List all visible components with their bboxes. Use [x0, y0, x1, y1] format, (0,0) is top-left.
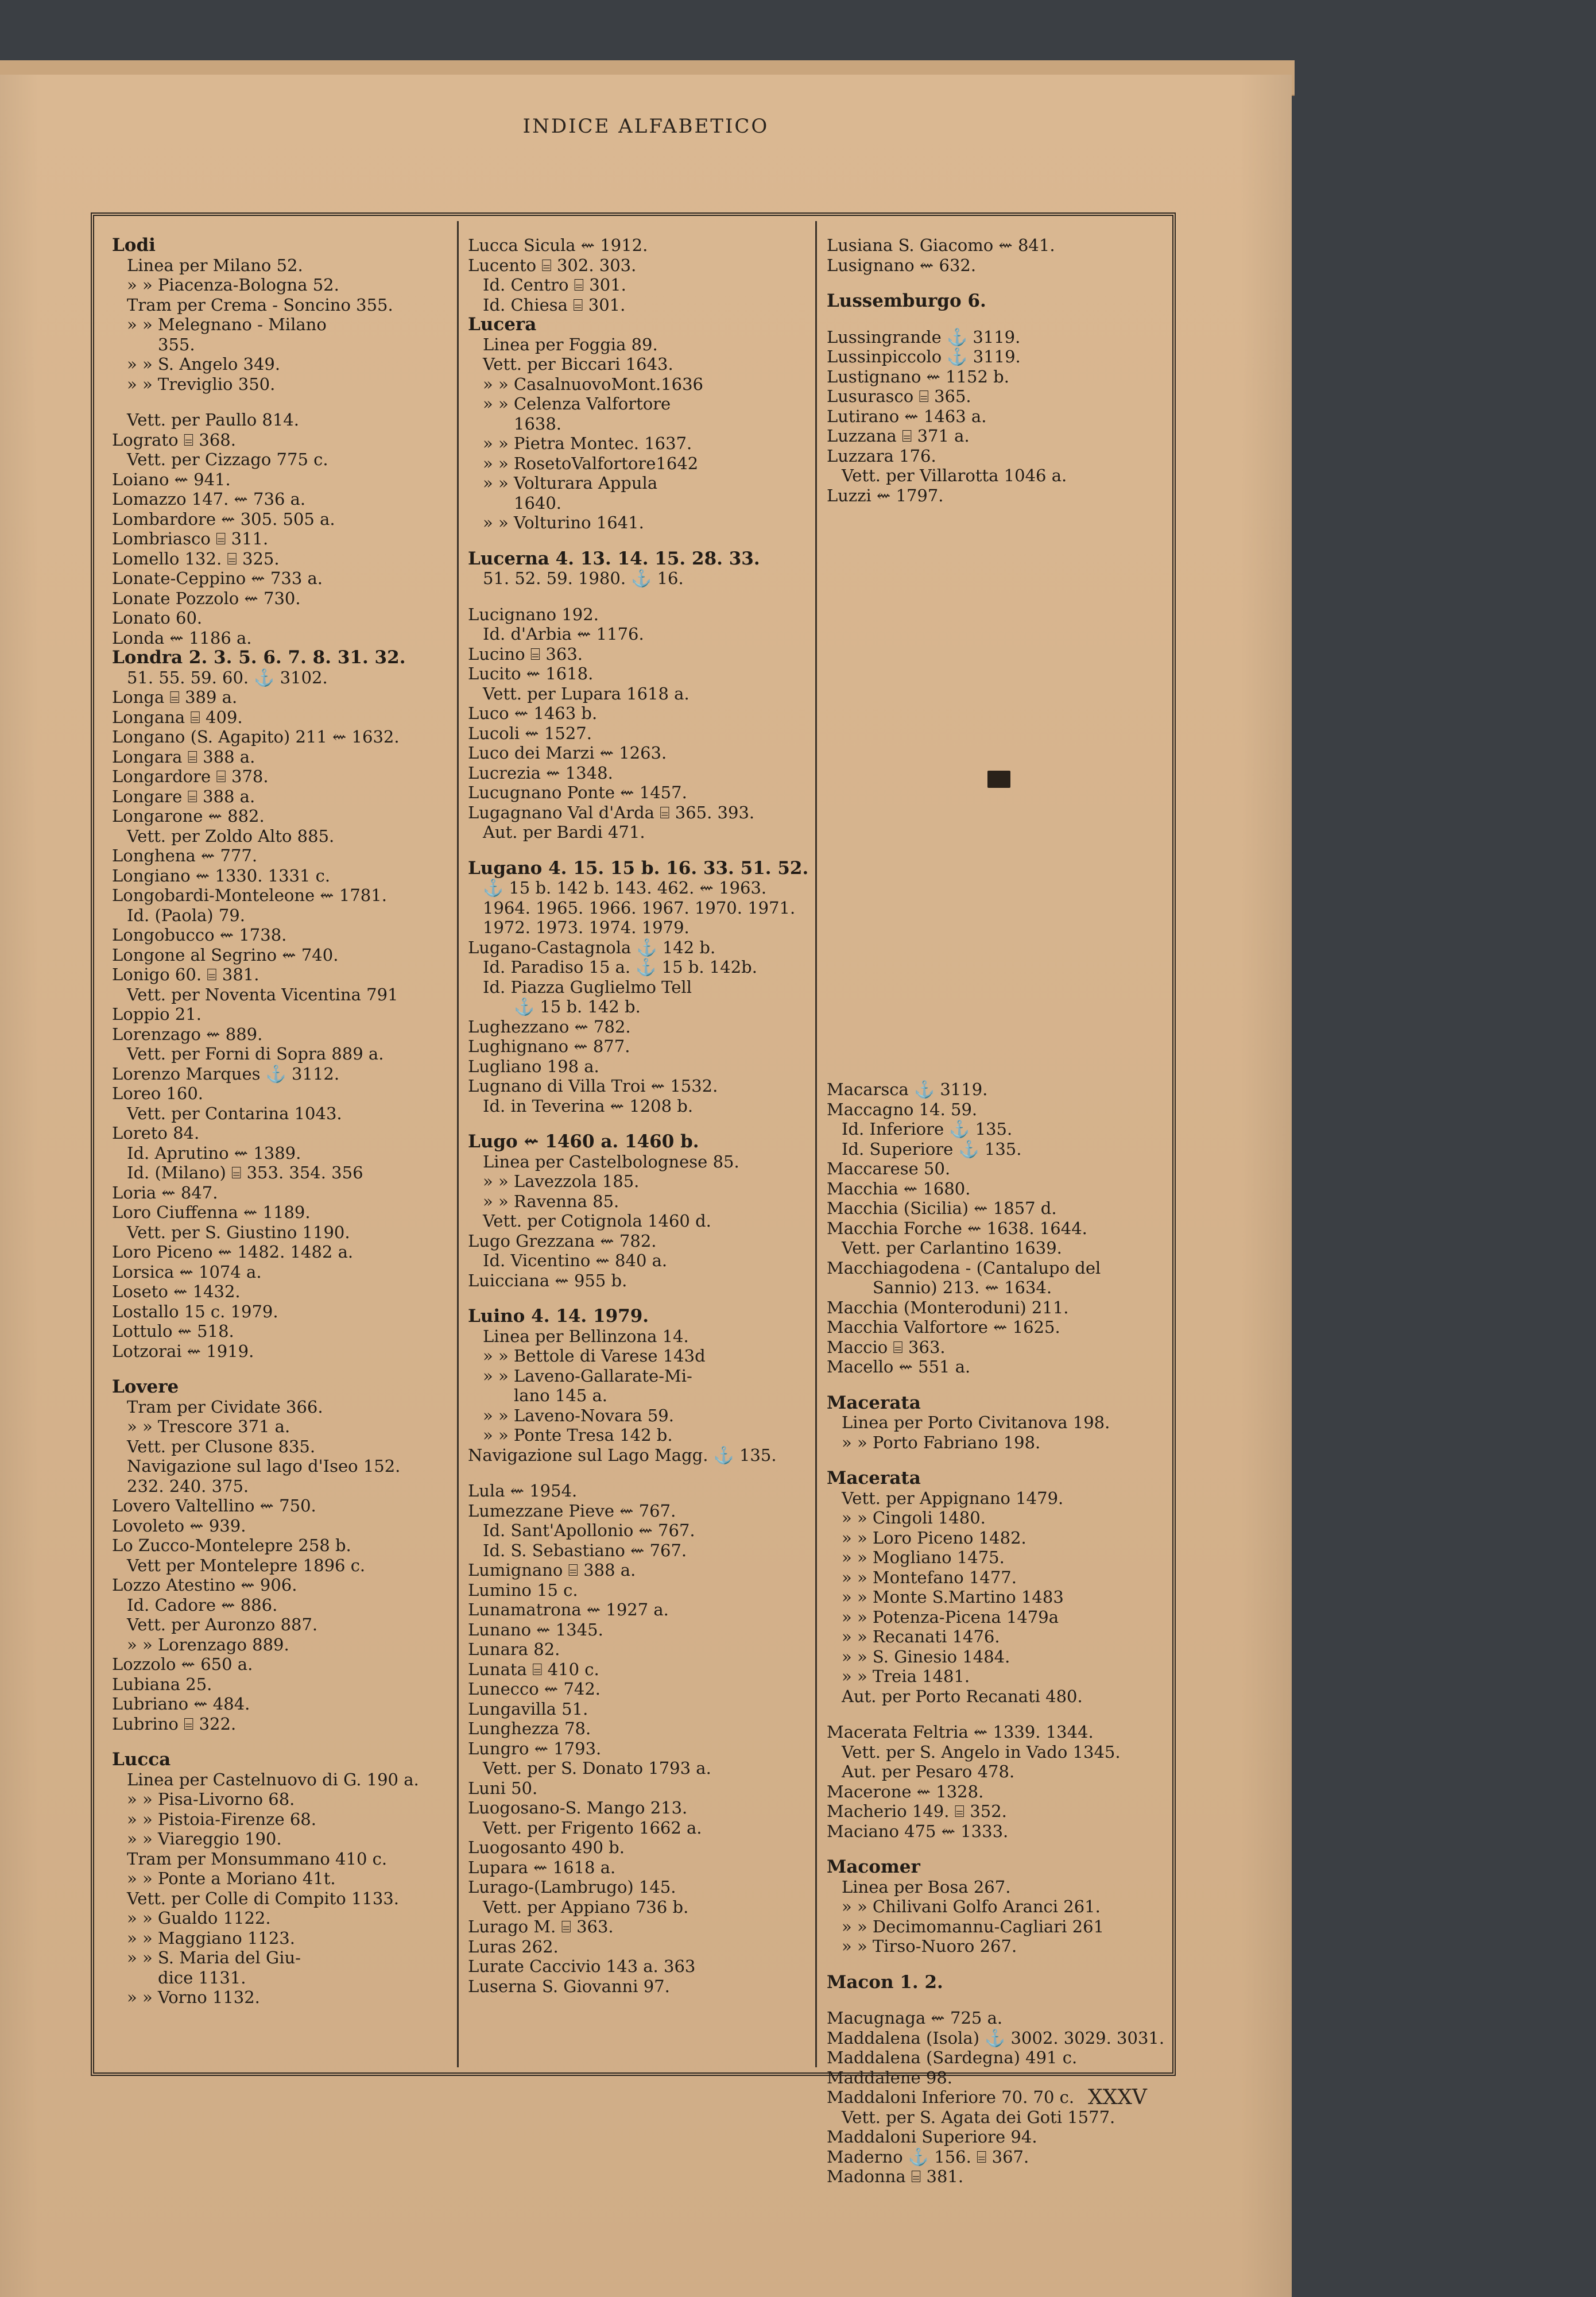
index-heading: Londra 2. 3. 5. 6. 7. 8. 31. 32. [112, 647, 406, 668]
index-entry: Longarone ⇜ 882. [112, 806, 265, 826]
index-entry: Maciano 475 ⇜ 1333. [827, 1821, 1009, 1841]
column-divider-2 [815, 221, 817, 2067]
page-number: XXXV [1088, 2086, 1147, 2109]
index-entry: Lussingrande ⚓ 3119. [827, 327, 1021, 347]
index-entry: Maddaloni Superiore 94. [827, 2127, 1037, 2147]
index-entry: Lozzo Atestino ⇜ 906. [112, 1575, 297, 1595]
index-entry: » » Viareggio 190. [127, 1829, 282, 1849]
index-entry: 1640. [514, 493, 562, 513]
index-entry: Vett. per Frigento 1662 a. [483, 1818, 702, 1838]
index-entry: Lonato 60. [112, 608, 203, 628]
index-entry: Id. in Teverina ⇜ 1208 b. [483, 1096, 694, 1116]
index-entry: Tram per Monsummano 410 c. [127, 1849, 388, 1869]
index-entry: Lunamatrona ⇜ 1927 a. [468, 1600, 669, 1619]
index-column-1 [112, 235, 448, 2062]
index-entry: Lorenzo Marques ⚓ 3112. [112, 1064, 340, 1084]
index-entry: Lugano-Castagnola ⚓ 142 b. [468, 937, 716, 957]
index-heading: Lugo ⇜ 1460 a. 1460 b. [468, 1131, 699, 1152]
index-entry: Vett. per Lupara 1618 a. [483, 683, 689, 703]
index-entry: Vett. per Cizzago 775 c. [127, 450, 328, 469]
index-entry: Loreto 84. [112, 1123, 200, 1143]
index-entry: Aut. per Pesaro 478. [842, 1762, 1015, 1781]
index-entry: Lucignano 192. [468, 604, 599, 624]
spacer [827, 505, 1160, 792]
index-entry: Lurago M. ⌸ 363. [468, 1917, 614, 1936]
index-entry: Vett. per S. Agata dei Goti 1577. [842, 2107, 1115, 2127]
index-entry: Tram per Cividate 366. [127, 1397, 323, 1417]
index-entry: Luogosanto 490 b. [468, 1838, 625, 1857]
index-entry: lano 145 a. [514, 1386, 607, 1405]
index-entry: Lomello 132. ⌸ 325. [112, 548, 280, 569]
index-entry: Maddalena (Isola) ⚓ 3002. 3029. 3031. [827, 2028, 1165, 2048]
index-entry: Vett. per S. Angelo in Vado 1345. [842, 1742, 1121, 1762]
index-entry: Id. d'Arbia ⇜ 1176. [483, 624, 644, 644]
index-entry: » » Gualdo 1122. [127, 1908, 271, 1928]
index-entry: » » S. Angelo 349. [127, 354, 281, 374]
index-heading: Lucera [468, 314, 537, 335]
index-entry: Longano (S. Agapito) 211 ⇜ 1632. [112, 727, 400, 747]
index-entry: Macchia ⇜ 1680. [827, 1178, 971, 1198]
spacer [827, 1706, 1160, 1722]
index-entry: Lucito ⇜ 1618. [468, 664, 594, 683]
index-heading: Lodi [112, 235, 156, 256]
index-entry: Linea per Porto Civitanova 198. [842, 1413, 1110, 1432]
page-header: INDICE ALFABETICO [522, 115, 769, 138]
index-entry: ⚓ 15 b. 142 b. [514, 997, 641, 1016]
index-entry: » » Treviglio 350. [127, 374, 276, 394]
index-entry: Vett. per Paullo 814. [127, 410, 299, 430]
index-entry: Luni 50. [468, 1778, 538, 1798]
index-entry: Loria ⇜ 847. [112, 1182, 218, 1202]
index-entry: » » Pistoia-Firenze 68. [127, 1809, 316, 1829]
spacer [468, 1465, 801, 1481]
index-heading: Macerata [827, 1392, 921, 1413]
index-entry: » » Volturara Appula [483, 473, 658, 493]
index-entry: » » Tirso-Nuoro 267. [842, 1936, 1017, 1956]
index-heading: Lugano 4. 15. 15 b. 16. 33. 51. 52. [468, 857, 809, 879]
index-entry: » » Recanati 1476. [842, 1627, 1000, 1646]
index-entry: Lozzolo ⇜ 650 a. [112, 1654, 253, 1674]
index-entry: Longiano ⇜ 1330. 1331 c. [112, 865, 331, 885]
spacer [827, 275, 1160, 291]
index-entry: Macchia (Sicilia) ⇜ 1857 d. [827, 1198, 1057, 1218]
index-entry: Longhena ⇜ 777. [112, 846, 258, 865]
index-entry: Maccio ⌸ 363. [827, 1337, 946, 1357]
index-entry: » » Ravenna 85. [483, 1191, 619, 1211]
index-entry: Longardore ⌸ 378. [112, 767, 269, 786]
index-entry: Vett. per Zoldo Alto 885. [127, 826, 335, 846]
index-entry: Lorsica ⇜ 1074 a. [112, 1262, 262, 1282]
spacer [112, 1361, 448, 1377]
index-column-2 [468, 235, 809, 2062]
index-entry: Id. Superiore ⚓ 135. [842, 1139, 1022, 1159]
index-entry: 51. 55. 59. 60. ⚓ 3102. [127, 667, 328, 687]
index-entry: Londa ⇜ 1186 a. [112, 628, 252, 648]
index-entry: Lugagnano Val d'Arda ⌸ 365. 393. [468, 802, 755, 822]
spacer [827, 792, 1160, 1080]
index-entry: Lucugnano Ponte ⇜ 1457. [468, 783, 687, 802]
index-entry: Lucoli ⇜ 1527. [468, 723, 592, 743]
index-entry: 355. [158, 334, 195, 354]
index-entry: 1964. 1965. 1966. 1967. 1970. 1971. [483, 898, 796, 918]
index-entry: Longana ⌸ 409. [112, 707, 243, 727]
index-entry: Lunano ⇜ 1345. [468, 1619, 603, 1639]
spacer [827, 1841, 1160, 1857]
index-entry: Vett. per Villarotta 1046 a. [842, 466, 1067, 485]
index-entry: Id. Aprutino ⇜ 1389. [127, 1143, 301, 1163]
index-heading: Macomer [827, 1857, 920, 1877]
index-entry: Vett. per Biccari 1643. [483, 354, 673, 374]
index-heading: Lucca [112, 1749, 171, 1770]
column-divider-1 [457, 221, 459, 2067]
index-entry: Lombardore ⇜ 305. 505 a. [112, 509, 335, 529]
index-entry: Longobucco ⇜ 1738. [112, 925, 287, 945]
spacer [827, 1377, 1160, 1393]
index-entry: Lurate Caccivio 143 a. 363 [468, 1956, 696, 1976]
index-entry: Vett per Montelepre 1896 c. [127, 1555, 366, 1575]
index-entry: » » Piacenza-Bologna 52. [127, 275, 339, 295]
spacer [827, 311, 1160, 327]
index-entry: Lugnano di Villa Troi ⇜ 1532. [468, 1076, 718, 1096]
index-entry: Id. Inferiore ⚓ 135. [842, 1119, 1013, 1139]
index-entry: Lombriasco ⌸ 311. [112, 529, 269, 548]
index-entry: Id. Piazza Guglielmo Tell [483, 977, 692, 997]
index-entry: Vett. per Colle di Compito 1133. [127, 1888, 399, 1908]
index-entry: Navigazione sul Lago Magg. ⚓ 135. [468, 1445, 777, 1465]
index-entry: Lusurasco ⌸ 365. [827, 386, 971, 406]
index-heading: Lucerna 4. 13. 14. 15. 28. 33. [468, 548, 760, 569]
index-entry: Loreo 160. [112, 1084, 203, 1103]
index-entry: dice 1131. [158, 1967, 246, 1987]
index-entry: Lungavilla 51. [468, 1699, 588, 1719]
index-entry: Luogosano-S. Mango 213. [468, 1798, 688, 1818]
index-entry: Vett. per Forni di Sopra 889 a. [127, 1044, 384, 1064]
index-entry: Vett. per S. Giustino 1190. [127, 1222, 350, 1242]
index-entry: Vett. per Clusone 835. [127, 1436, 316, 1456]
spacer [468, 533, 801, 549]
index-entry: Lomazzo 147. ⇜ 736 a. [112, 489, 306, 509]
index-heading: Macerata [827, 1468, 921, 1488]
index-entry: Lussinpiccolo ⚓ 3119. [827, 347, 1021, 366]
index-entry: Id. (Paola) 79. [127, 905, 245, 925]
index-entry: Id. Sant'Apollonio ⇜ 767. [483, 1521, 695, 1540]
index-entry: Macugnaga ⇜ 725 a. [827, 2008, 1003, 2028]
index-entry: » » Potenza-Picena 1479a [842, 1607, 1059, 1627]
index-entry: Lumignano ⌸ 388 a. [468, 1560, 636, 1580]
index-entry: Luras 262. [468, 1936, 559, 1956]
index-entry: Lula ⇜ 1954. [468, 1481, 578, 1501]
index-entry: » » Monte S.Martino 1483 [842, 1587, 1064, 1607]
index-entry: 1638. [514, 413, 562, 434]
spacer [468, 1116, 801, 1132]
index-entry: Lograto ⌸ 368. [112, 430, 236, 450]
index-entry: » » Ponte a Moriano 41t. [127, 1869, 336, 1888]
index-entry: Vett. per S. Donato 1793 a. [483, 1758, 711, 1778]
index-heading: Lussemburgo 6. [827, 291, 986, 311]
index-entry: Macchia Valfortore ⇜ 1625. [827, 1317, 1060, 1337]
index-entry: » » S. Ginesio 1484. [842, 1646, 1010, 1666]
index-entry: Lubrino ⌸ 322. [112, 1714, 237, 1734]
index-entry: Id. Vicentino ⇜ 840 a. [483, 1251, 668, 1270]
index-entry: Loro Piceno ⇜ 1482. 1482 a. [112, 1242, 354, 1262]
index-entry: » » Volturino 1641. [483, 513, 644, 532]
index-entry: Aut. per Bardi 471. [483, 822, 645, 842]
index-entry: Vett. per Noventa Vicentina 791 [127, 984, 398, 1004]
index-entry: Linea per Castelnuovo di G. 190 a. [127, 1769, 419, 1789]
index-entry: Macchiagodena - (Cantalupo del [827, 1258, 1101, 1278]
index-entry: 1972. 1973. 1974. 1979. [483, 918, 689, 937]
index-entry: Lovero Valtellino ⇜ 750. [112, 1496, 316, 1515]
index-entry: Luco ⇜ 1463 b. [468, 703, 598, 723]
index-entry: » » S. Maria del Giu- [127, 1948, 301, 1967]
index-entry: Luzzi ⇜ 1797. [827, 485, 944, 505]
index-entry: Id. Centro ⌸ 301. [483, 275, 626, 295]
index-entry: Id. S. Sebastiano ⇜ 767. [483, 1540, 687, 1560]
index-entry: 232. 240. 375. [127, 1476, 249, 1496]
index-entry: Lugliano 198 a. [468, 1056, 599, 1076]
index-entry: Linea per Bellinzona 14. [483, 1326, 689, 1346]
index-entry: Lucento ⌸ 302. 303. [468, 255, 637, 275]
index-entry: Vett. per Appignano 1479. [842, 1488, 1064, 1508]
index-entry: » » Maggiano 1123. [127, 1928, 295, 1948]
index-entry: Maccarese 50. [827, 1159, 951, 1178]
index-entry: Lonate-Ceppino ⇜ 733 a. [112, 569, 323, 588]
spacer [468, 1290, 801, 1306]
index-entry: Longare ⌸ 388 a. [112, 786, 255, 806]
index-entry: Loiano ⇜ 941. [112, 469, 231, 489]
index-entry: Macchia (Monteroduni) 211. [827, 1297, 1069, 1317]
index-heading: Macon 1. 2. [827, 1971, 943, 1993]
index-entry: » » Laveno-Novara 59. [483, 1405, 674, 1425]
index-entry: Lo Zucco-Montelepre 258 b. [112, 1536, 351, 1555]
index-entry: Lusignano ⇜ 632. [827, 255, 977, 275]
index-entry: » » Vorno 1132. [127, 1987, 260, 2007]
index-entry: Lucino ⌸ 363. [468, 644, 583, 664]
index-entry: » » Bettole di Varese 143d [483, 1346, 706, 1366]
index-entry: Loseto ⇜ 1432. [112, 1282, 241, 1301]
index-entry: » » Laveno-Gallarate-Mi- [483, 1366, 692, 1386]
index-entry: » » Melegnano - Milano [127, 315, 327, 334]
index-entry: » » Cingoli 1480. [842, 1508, 986, 1528]
index-entry: » » Lavezzola 185. [483, 1171, 640, 1191]
spacer [827, 1452, 1160, 1468]
index-entry: » » Loro Piceno 1482. [842, 1528, 1026, 1548]
index-entry: ⚓ 15 b. 142 b. 143. 462. ⇜ 1963. [483, 878, 767, 898]
index-entry: » » Porto Fabriano 198. [842, 1432, 1041, 1452]
index-entry: Lubiana 25. [112, 1674, 212, 1694]
index-entry: Lutirano ⇜ 1463 a. [827, 406, 987, 426]
index-entry: » » Pisa-Livorno 68. [127, 1789, 295, 1809]
index-entry: Luzzana ⌸ 371 a. [827, 426, 970, 446]
index-entry: Id. Paradiso 15 a. ⚓ 15 b. 142b. [483, 957, 757, 977]
index-entry: Tram per Crema - Soncino 355. [127, 295, 393, 315]
index-entry: Linea per Foggia 89. [483, 334, 658, 354]
index-entry: Loppio 21. [112, 1004, 202, 1024]
index-entry: Vett. per Contarina 1043. [127, 1103, 342, 1123]
index-entry: Lovoleto ⇜ 939. [112, 1515, 246, 1536]
index-entry: » » Ponte Tresa 142 b. [483, 1425, 673, 1445]
index-entry: Vett. per Cotignola 1460 d. [483, 1211, 711, 1231]
index-entry: Longone al Segrino ⇜ 740. [112, 945, 339, 965]
index-entry: Macherio 149. ⌸ 352. [827, 1801, 1007, 1821]
index-entry: Lughignano ⇜ 877. [468, 1037, 630, 1056]
index-entry: Maderno ⚓ 156. ⌸ 367. [827, 2147, 1029, 2167]
index-entry: Maddalene 98. [827, 2067, 953, 2087]
index-entry: Luco dei Marzi ⇜ 1263. [468, 743, 667, 763]
index-entry: » » Montefano 1477. [842, 1567, 1017, 1587]
index-entry: » » Celenza Valfortore [483, 394, 671, 413]
index-entry: Linea per Castelbolognese 85. [483, 1151, 739, 1171]
index-entry: Lunghezza 78. [468, 1719, 591, 1738]
index-entry: Macerata Feltria ⇜ 1339. 1344. [827, 1722, 1094, 1742]
index-entry: Lunata ⌸ 410 c. [468, 1659, 599, 1679]
index-entry: Macerone ⇜ 1328. [827, 1781, 984, 1801]
index-entry: Maddalena (Sardegna) 491 c. [827, 2048, 1078, 2067]
index-entry: Lusiana S. Giacomo ⇜ 841. [827, 235, 1055, 255]
index-entry: Lostallo 15 c. 1979. [112, 1301, 278, 1321]
index-entry: » » CasalnuovoMont.1636 [483, 374, 704, 394]
spacer [827, 1992, 1160, 2008]
index-entry: Lungro ⇜ 1793. [468, 1738, 602, 1758]
index-entry: Lunara 82. [468, 1639, 560, 1659]
index-entry: Vett. per Carlantino 1639. [842, 1238, 1062, 1258]
index-entry: Vett. per Appiano 736 b. [483, 1897, 689, 1917]
index-entry: Lumino 15 c. [468, 1580, 578, 1600]
index-entry: 51. 52. 59. 1980. ⚓ 16. [483, 569, 684, 588]
index-entry: Maccagno 14. 59. [827, 1099, 978, 1119]
spacer [468, 842, 801, 859]
index-entry: » » Pietra Montec. 1637. [483, 434, 692, 453]
index-entry: Aut. per Porto Recanati 480. [842, 1686, 1083, 1706]
index-entry: Macello ⇜ 551 a. [827, 1357, 971, 1376]
index-entry: Lustignano ⇜ 1152 b. [827, 366, 1009, 386]
index-entry: Lottulo ⇜ 518. [112, 1321, 234, 1341]
index-entry: Navigazione sul lago d'Iseo 152. [127, 1456, 401, 1476]
index-entry: Longa ⌸ 389 a. [112, 687, 238, 707]
section-mark-m: M [987, 771, 1010, 788]
index-entry: Sannio) 213. ⇜ 1634. [873, 1278, 1052, 1297]
index-entry: Lupara ⇜ 1618 a. [468, 1857, 616, 1877]
index-entry: Macchia Forche ⇜ 1638. 1644. [827, 1218, 1087, 1238]
index-entry: Lubriano ⇜ 484. [112, 1694, 250, 1714]
spacer [468, 589, 801, 605]
spacer [827, 1956, 1160, 1973]
index-entry: Longobardi-Monteleone ⇜ 1781. [112, 885, 387, 905]
index-entry: Luzzara 176. [827, 446, 936, 466]
index-entry: Id. Cadore ⇜ 886. [127, 1595, 278, 1615]
index-entry: Lonate Pozzolo ⇜ 730. [112, 588, 301, 608]
index-entry: Madonna ⌸ 381. [827, 2167, 964, 2186]
spacer [112, 394, 448, 410]
index-entry: » » Trescore 371 a. [127, 1417, 290, 1436]
index-entry: Lotzorai ⇜ 1919. [112, 1341, 254, 1361]
index-entry: Lumezzane Pieve ⇜ 767. [468, 1501, 676, 1521]
index-entry: Lunecco ⇜ 742. [468, 1679, 601, 1699]
index-entry: Lorenzago ⇜ 889. [112, 1024, 263, 1044]
index-entry: Longara ⌸ 388 a. [112, 747, 255, 767]
index-entry: Luicciana ⇜ 955 b. [468, 1270, 627, 1290]
index-entry: » » Treia 1481. [842, 1666, 970, 1686]
index-entry: » » Mogliano 1475. [842, 1548, 1005, 1567]
index-entry: Linea per Milano 52. [127, 255, 303, 275]
index-entry: » » Decimomannu-Cagliari 261 [842, 1916, 1105, 1936]
index-entry: Lonigo 60. ⌸ 381. [112, 965, 259, 984]
index-entry: Lurago-(Lambrugo) 145. [468, 1877, 676, 1897]
index-heading: Luino 4. 14. 1979. [468, 1306, 649, 1327]
index-entry: Lughezzano ⇜ 782. [468, 1016, 631, 1037]
index-heading: Lovere [112, 1376, 179, 1397]
index-entry: » » Lorenzago 889. [127, 1634, 289, 1654]
index-entry: Id. (Milano) ⌸ 353. 354. 356 [127, 1163, 363, 1182]
index-entry: » » Chilivani Golfo Aranci 261. [842, 1897, 1101, 1916]
index-entry: Lugo Grezzana ⇜ 782. [468, 1231, 657, 1251]
index-entry: Id. Chiesa ⌸ 301. [483, 295, 626, 315]
index-entry: Loro Ciuffenna ⇜ 1189. [112, 1202, 311, 1222]
index-entry: Lucrezia ⇜ 1348. [468, 763, 613, 783]
index-entry: Lucca Sicula ⇜ 1912. [468, 235, 648, 255]
spacer [112, 1734, 448, 1750]
index-entry: Vett. per Auronzo 887. [127, 1615, 318, 1634]
index-entry: Macarsca ⚓ 3119. [827, 1080, 988, 1099]
index-entry: Luserna S. Giovanni 97. [468, 1976, 670, 1996]
index-entry: » » RosetoValfortore1642 [483, 453, 699, 473]
index-entry: Maddaloni Inferiore 70. 70 c. [827, 2087, 1075, 2107]
index-entry: Linea per Bosa 267. [842, 1877, 1011, 1897]
